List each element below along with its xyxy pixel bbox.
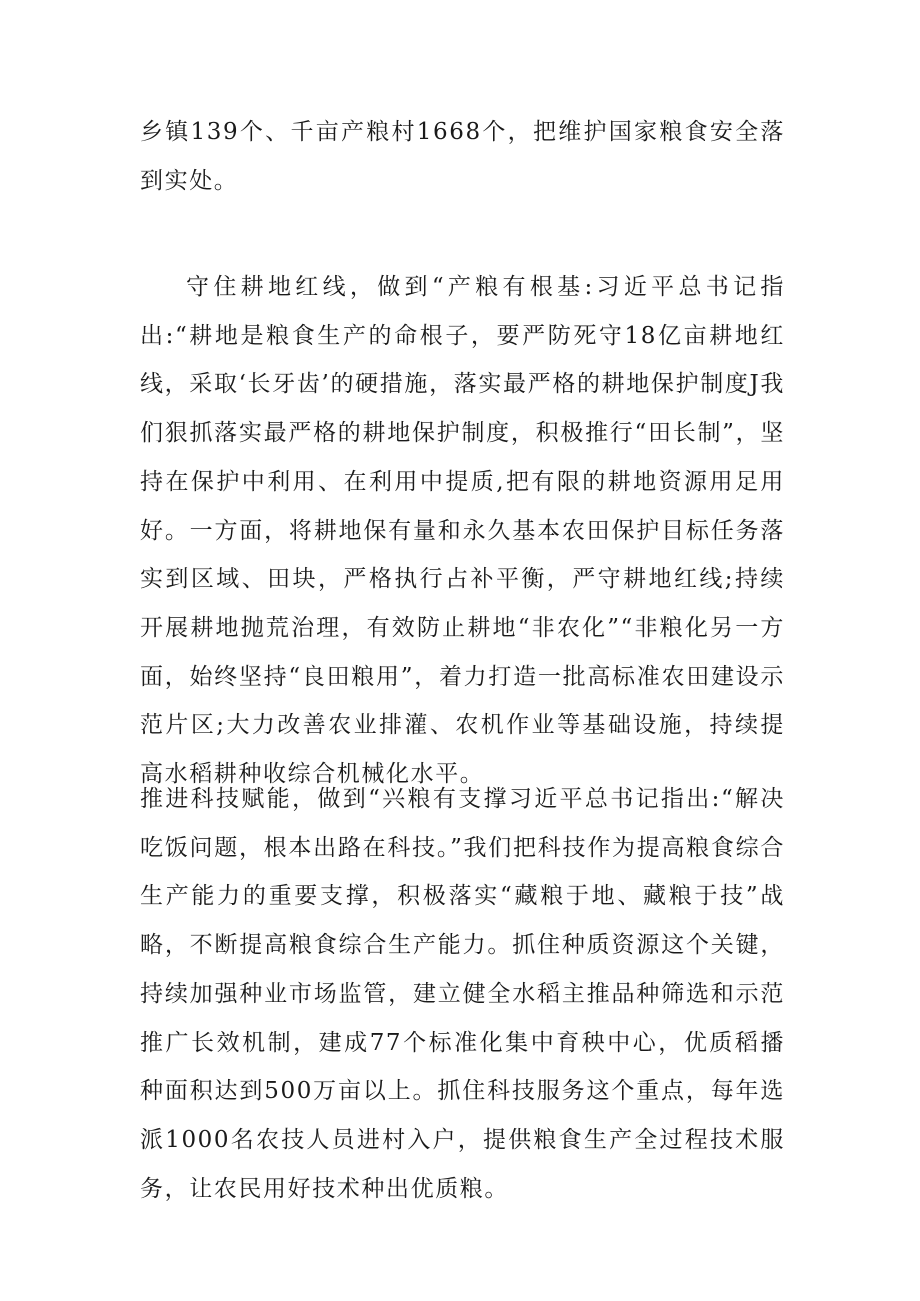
paragraph-grain-villages: 乡镇139个、千亩产粮村1668个，把维护国家粮食安全落到实处。 — [140, 119, 785, 194]
paragraph-technology-empowerment: 推进科技赋能，做到“兴粮有支撑习近平总书记指出:“解决吃饭问题，根本出路在科技。”我们把科技作为提高粮食综合生产能力的重要支撑，积极落实“藏粮于地、藏粮于技”战略，不断提高粮食综合生产能力。抓住种质资源这个关键，持续加强种业市场监管，建立健全水稻主推品种筛选和示范推广长效机制，建成77个标准化集中育秧中心，优质稻播种面积达到500万亩以上。抓住科技服务这个重点，每年选派1000名农技人员进村入户，提供粮食生产全过程技术服务，让农民用好技术种出优质粮。 — [140, 786, 785, 1202]
paragraph-farmland-redline: 守住耕地红线，做到“产粮有根基:习近平总书记指出:“耕地是粮食生产的命根子，要严防死守18亿亩耕地红线，采取‘长牙齿’的硬措施，落实最严格的耕地保护制度J我们狠抓落实最严格的耕地保护制度，积极推行“田长制”，坚持在保护中利用、在利用中提质,把有限的耕地资源用足用好。一方面，将耕地保有量和永久基本农田保护目标任务落实到区域、田块，严格执行占补平衡，严守耕地红线;持续开展耕地抛荒治理，有效防止耕地“非农化”“非粮化另一方面，始终坚持“良田粮用”，着力打造一批高标准农田建设示范片区;大力改善农业排灌、农机作业等基础设施，持续提高水稻耕种收综合机械化水平。 — [140, 274, 785, 788]
